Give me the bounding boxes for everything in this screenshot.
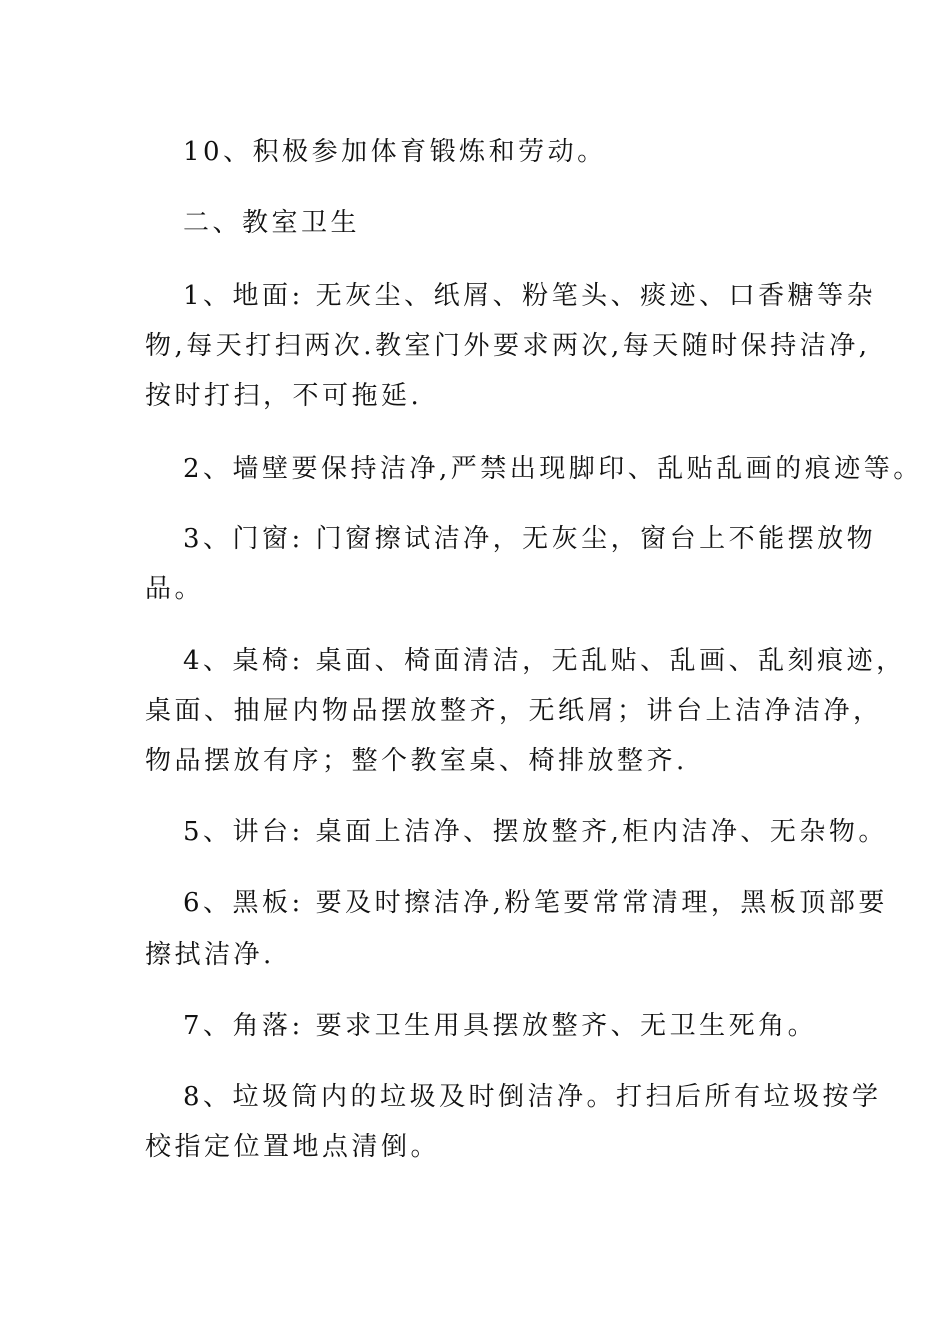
paragraph-line: 1、地面: 无灰尘、纸屑、粉笔头、痰迹、口香糖等杂	[183, 281, 877, 311]
section-heading: 二、教室卫生	[183, 208, 361, 238]
paragraph-line: 物品摆放有序；整个教室桌、椅排放整齐.	[145, 746, 688, 776]
paragraph-line: 桌面、抽屉内物品摆放整齐，无纸屑；讲台上洁净洁净，	[145, 696, 883, 726]
paragraph-item-5: 5、讲台: 桌面上洁净、摆放整齐,柜内洁净、无杂物。	[183, 817, 888, 847]
paragraph-line: 8、垃圾筒内的垃圾及时倒洁净。打扫后所有垃圾按学	[183, 1082, 882, 1112]
paragraph-line: 3、门窗: 门窗擦试洁净，无灰尘，窗台上不能摆放物	[183, 524, 877, 554]
paragraph-line: 校指定位置地点清倒。	[145, 1132, 441, 1162]
paragraph-line: 擦拭洁净.	[145, 940, 275, 970]
paragraph-line: 物,每天打扫两次.教室门外要求两次,每天随时保持洁净,	[145, 331, 871, 361]
paragraph-line: 6、黑板: 要及时擦洁净,粉笔要常常清理，黑板顶部要	[183, 888, 888, 918]
paragraph-item-7: 7、角落: 要求卫生用具摆放整齐、无卫生死角。	[183, 1011, 818, 1041]
paragraph-line: 品。	[145, 574, 205, 604]
paragraph-line: 按时打扫，不可拖延.	[145, 381, 423, 411]
paragraph-line: 4、桌椅: 桌面、椅面清洁，无乱贴、乱画、乱刻痕迹，	[183, 646, 906, 676]
paragraph-item-2: 2、墙壁要保持洁净,严禁出现脚印、乱贴乱画的痕迹等。	[183, 454, 923, 484]
paragraph-item-10: 10、积极参加体育锻炼和劳动。	[183, 137, 607, 167]
